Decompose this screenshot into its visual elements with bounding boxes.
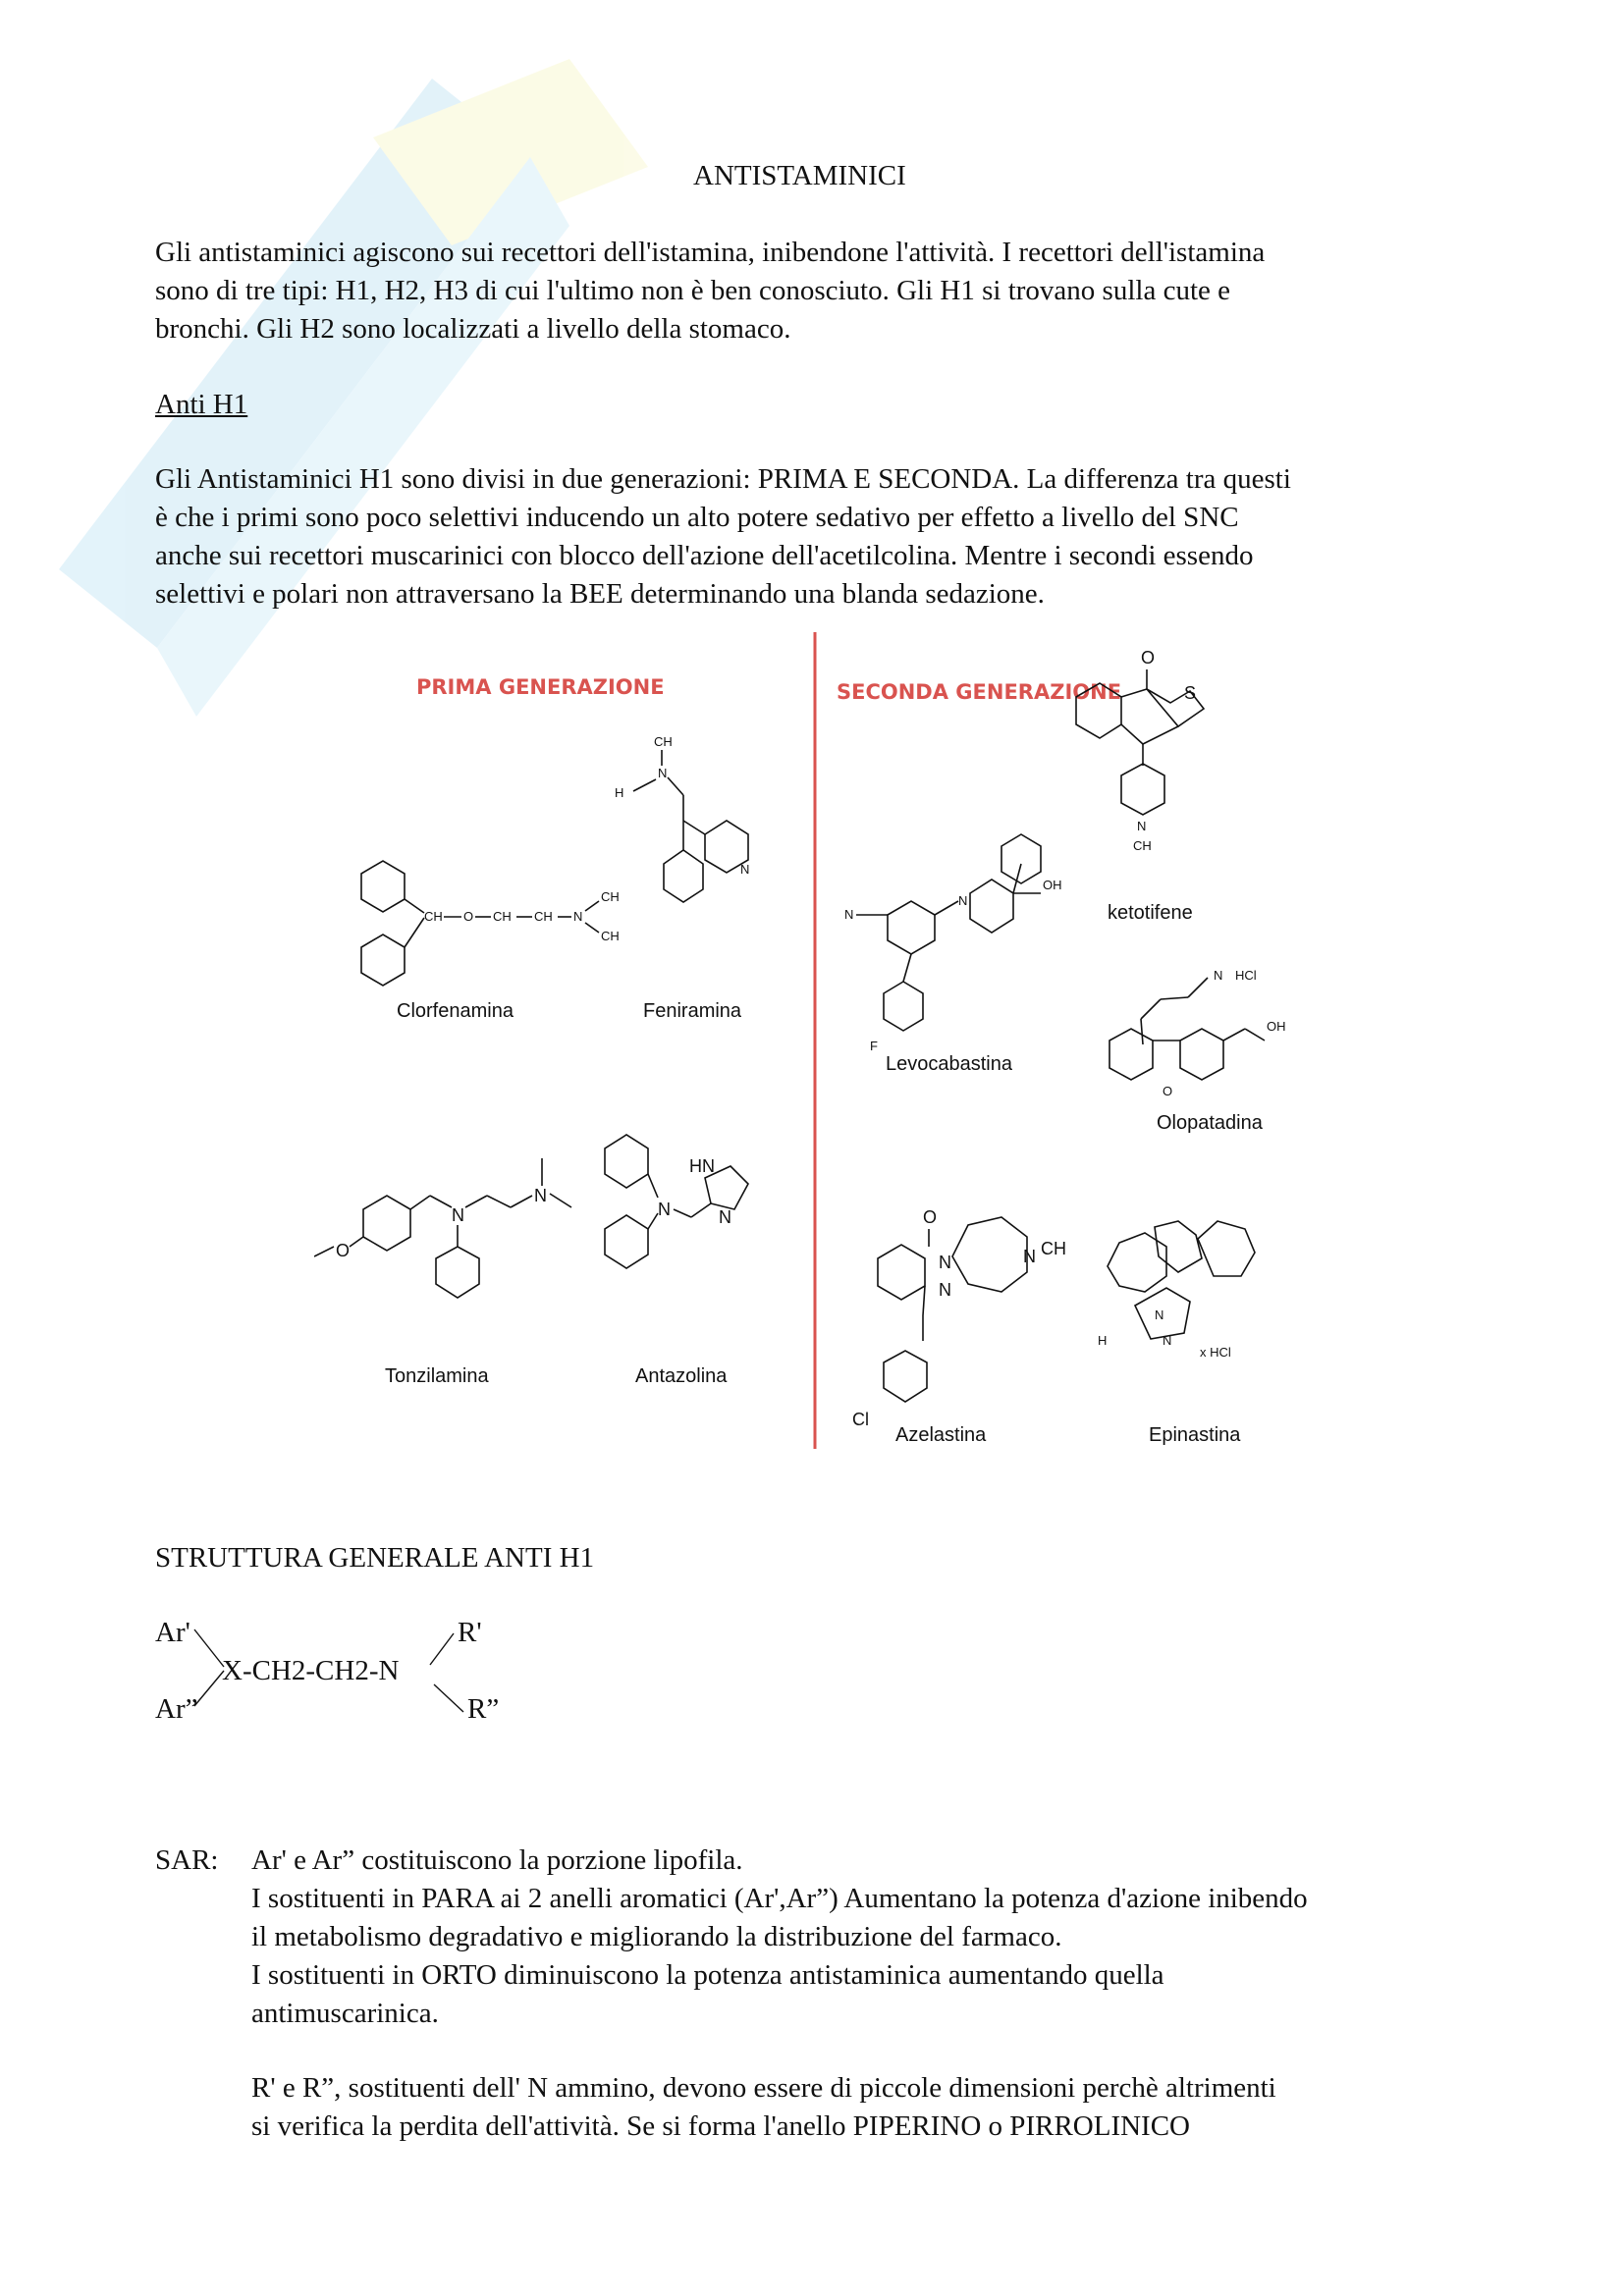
atom-ch2: CH [493,909,512,924]
h1-line: selettivi e polari non attraversano la BEE determinando una blanda sedazione. [155,578,1045,610]
atom-s: S [1184,683,1197,703]
intro-line: Gli antistaminici agiscono sui recettori dell'istamina, inibendone l'attività. I recettori dell'istamina [155,237,1266,268]
intro-line: sono di tre tipi: H1, H2, H3 di cui l'ultimo non è ben conosciuto. Gli H1 si trovano sulla cute e [155,275,1230,306]
feniramina-label: Feniramina [643,1000,742,1022]
atom-n: N [1163,1333,1172,1348]
h1-line: Gli Antistaminici H1 sono divisi in due generazioni: PRIMA E SECONDA. La differenza tra questi [155,463,1291,495]
atom-n: N [1214,968,1223,983]
sar-line: I sostituenti in PARA ai 2 anelli aromatici (Ar',Ar”) Aumentano la potenza d'azione inibendo [251,1883,1308,1914]
atom-ch3: CH [1041,1239,1066,1258]
atom-n: N [939,1280,951,1300]
azelastina-structure [852,1207,1066,1446]
clorfenamina-label: Clorfenamina [397,1000,514,1022]
atom-o: O [1163,1084,1173,1098]
atom-n: N [1155,1308,1164,1322]
atom-n: N [1137,819,1147,833]
h1-line: anche sui recettori muscarinici con blocco dell'azione dell'acetilcolina. Mentre i secondi essendo [155,540,1254,571]
atom-xhcl: x HCl [1200,1345,1231,1360]
atom-cl: Cl [852,1410,869,1429]
clorfenamina-structure [361,861,620,1022]
formula-chain: X-CH2-CH2-N [222,1655,400,1686]
atom-ch3: CH [601,929,620,943]
atom-oh: OH [1043,878,1062,892]
atom-n: N [740,862,750,877]
levocabastina-structure [844,834,1062,1075]
epinastina-structure [1098,1221,1255,1446]
atom-o: O [336,1241,351,1260]
atom-n: N [534,1186,547,1205]
sar-line: R' e R”, sostituenti dell' N ammino, devono essere di piccole dimensioni perchè altrimenti [251,2072,1276,2104]
antazolina-label: Antazolina [635,1365,728,1387]
sar-paragraph-2 [251,2069,1276,2146]
formula-r1: R' [458,1617,482,1648]
h1-paragraph [155,460,1291,614]
atom-o: O [463,909,474,924]
atom-o: O [923,1207,938,1227]
atom-ch: CH [424,909,443,924]
olopatadina-label: Olopatadina [1157,1112,1263,1134]
levocabastina-label: Levocabastina [886,1053,1012,1075]
atom-ch3: CH [601,889,620,904]
sar-line: antimuscarinica. [251,1998,439,2029]
section-heading-anti-h1: Anti H1 [155,389,248,420]
formula-ar2: Ar” [155,1693,198,1725]
atom-hn: HN [689,1156,715,1176]
formula-ar1: Ar' [155,1617,190,1648]
antihistamine-structures-figure [314,628,1325,1453]
antazolina-structure [605,1135,748,1387]
tonzilamina-structure [314,1158,571,1387]
intro-line: bronchi. Gli H2 sono localizzati a livello della stomaco. [155,313,791,345]
sar-line: il metabolismo degradativo e migliorando la distribuzione del farmaco. [251,1921,1062,1952]
atom-n: N [658,1200,671,1219]
sar-line: si verifica la perdita dell'attività. Se si forma l'anello PIPERINO o PIRROLINICO [251,2110,1190,2142]
structure-heading: STRUTTURA GENERALE ANTI H1 [155,1542,595,1574]
document-title: ANTISTAMINICI [693,160,906,191]
atom-n: N [452,1205,464,1225]
atom-n: N [958,893,968,908]
intro-paragraph [155,234,1265,348]
atom-o: O [1141,648,1156,667]
atom-oh: OH [1267,1019,1286,1034]
atom-h3c: H [615,785,624,800]
epinastina-label: Epinastina [1149,1424,1241,1446]
sar-paragraph [251,1842,1308,2033]
formula-r2: R” [467,1693,500,1725]
atom-n: N [844,907,854,922]
h1-line: è che i primi sono poco selettivi inducendo un alto potere sedativo per effetto a livello del SNC [155,502,1239,533]
atom-hcl: HCl [1235,968,1257,983]
sar-line: I sostituenti in ORTO diminuiscono la potenza antistaminica aumentando quella [251,1959,1164,1991]
atom-f: F [870,1039,878,1053]
formula-bonds [147,1610,481,1728]
atom-ch2: CH [534,909,553,924]
first-generation-heading: PRIMA GENERAZIONE [416,675,665,699]
azelastina-label: Azelastina [895,1424,987,1446]
atom-n: N [939,1253,951,1272]
sar-line: Ar' e Ar” costituiscono la porzione lipofila. [251,1844,743,1876]
atom-n: N [719,1207,731,1227]
atom-n: N [1023,1247,1036,1266]
tonzilamina-label: Tonzilamina [385,1365,489,1387]
atom-ch3: CH [1133,838,1152,853]
second-generation-heading: SECONDA GENERAZIONE [837,680,1122,704]
atom-h2n: H [1098,1333,1108,1348]
olopatadina-structure [1109,968,1286,1134]
atom-ch3: CH [654,734,673,749]
sar-label: SAR: [155,1844,219,1876]
atom-n: N [573,909,583,924]
ketotifene-label: ketotifene [1108,902,1193,924]
atom-n: N [658,766,668,780]
feniramina-structure [615,734,749,1022]
